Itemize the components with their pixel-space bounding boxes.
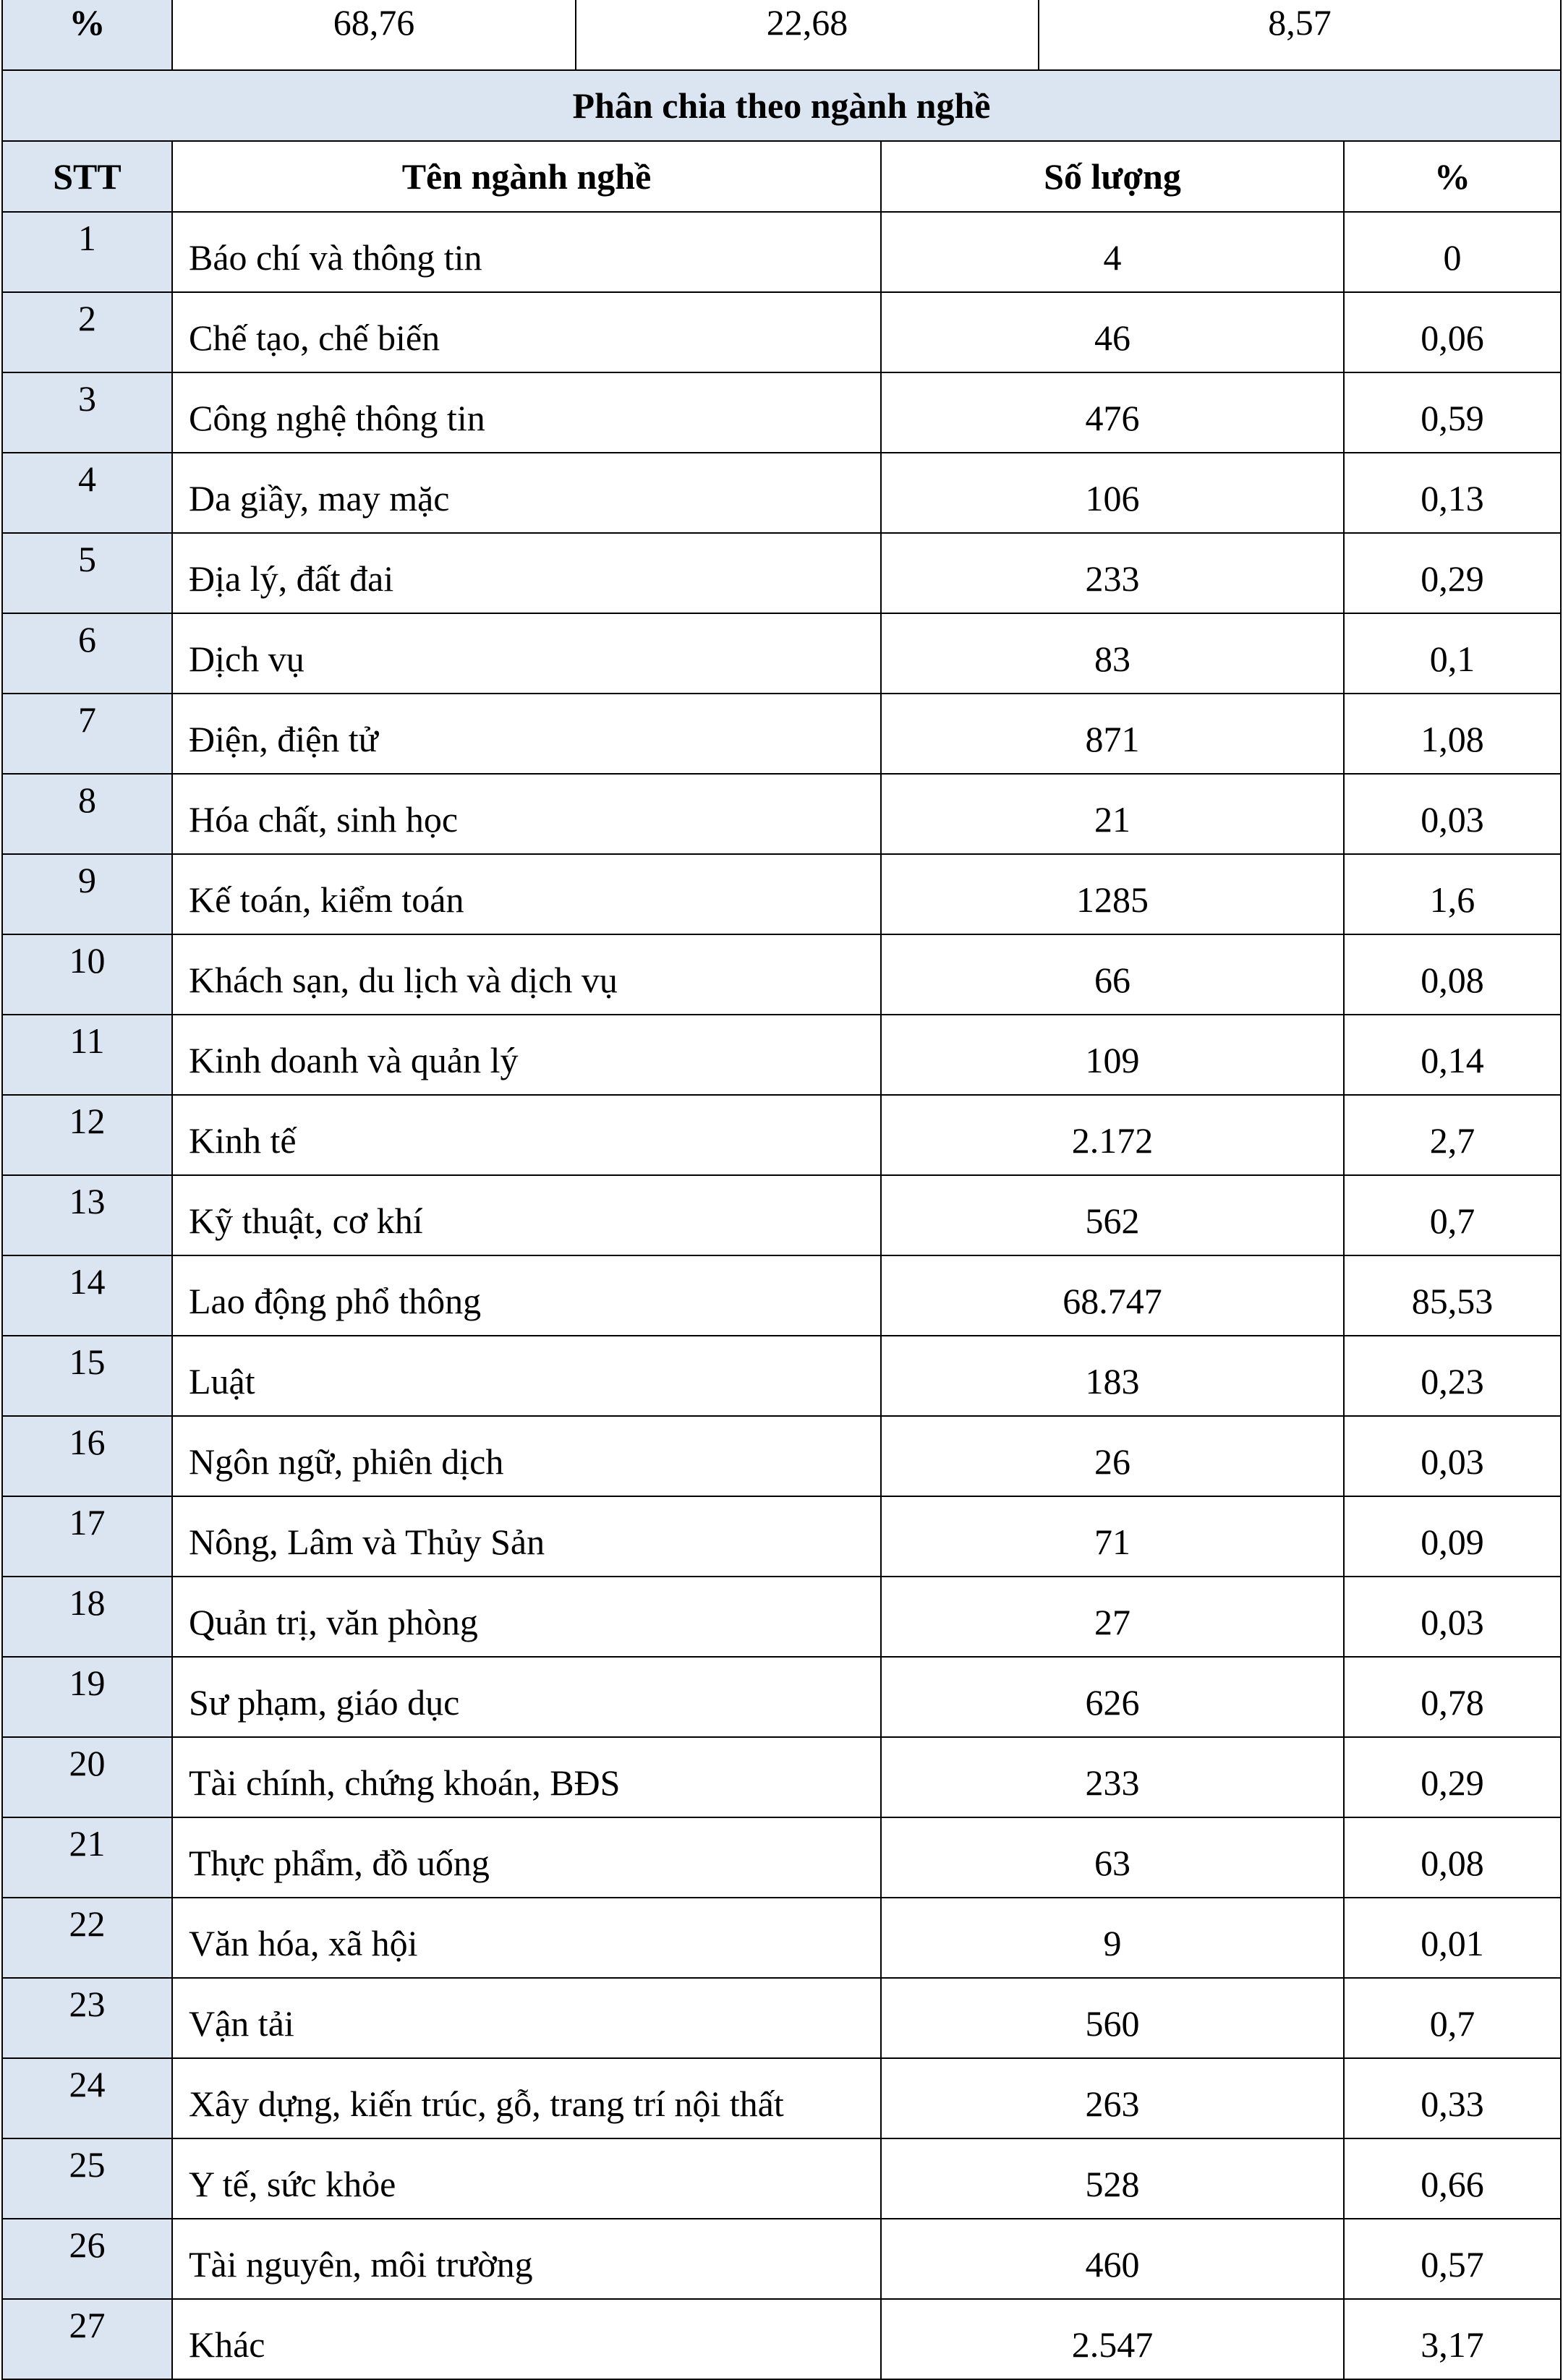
row-occupation-name: Tài chính, chứng khoán, BĐS xyxy=(172,1737,881,1817)
row-percent: 0,59 xyxy=(1344,372,1561,453)
row-stt: 10 xyxy=(2,934,172,1015)
row-occupation-name: Báo chí và thông tin xyxy=(172,212,881,292)
row-count: 106 xyxy=(881,453,1344,533)
row-occupation-name: Ngôn ngữ, phiên dịch xyxy=(172,1416,881,1496)
row-count: 4 xyxy=(881,212,1344,292)
row-count: 9 xyxy=(881,1898,1344,1978)
row-percent: 0,66 xyxy=(1344,2138,1561,2219)
row-count: 66 xyxy=(881,934,1344,1015)
row-stt: 27 xyxy=(2,2299,172,2379)
row-occupation-name: Vận tải xyxy=(172,1978,881,2058)
row-percent: 0,03 xyxy=(1344,1416,1561,1496)
row-stt: 5 xyxy=(2,533,172,613)
table-row xyxy=(2,1817,1561,1898)
table-row xyxy=(2,1255,1561,1336)
row-percent: 0,78 xyxy=(1344,1657,1561,1737)
summary-percent-value: 22,68 xyxy=(576,0,1039,74)
table-row xyxy=(2,1496,1561,1577)
header-stt: STT xyxy=(2,141,172,212)
table-row xyxy=(2,292,1561,372)
row-occupation-name: Khách sạn, du lịch và dịch vụ xyxy=(172,934,881,1015)
row-stt: 1 xyxy=(2,212,172,292)
row-count: 71 xyxy=(881,1496,1344,1577)
row-stt: 17 xyxy=(2,1496,172,1577)
row-stt: 15 xyxy=(2,1336,172,1416)
row-percent: 85,53 xyxy=(1344,1255,1561,1336)
row-stt: 8 xyxy=(2,774,172,854)
row-stt: 3 xyxy=(2,372,172,453)
row-count: 63 xyxy=(881,1817,1344,1898)
row-stt: 4 xyxy=(2,453,172,533)
table-row xyxy=(2,1898,1561,1978)
section-title-row xyxy=(2,70,1561,141)
row-stt: 26 xyxy=(2,2219,172,2299)
row-stt: 13 xyxy=(2,1175,172,1255)
row-occupation-name: Quản trị, văn phòng xyxy=(172,1577,881,1657)
row-occupation-name: Lao động phổ thông xyxy=(172,1255,881,1336)
row-count: 476 xyxy=(881,372,1344,453)
table-row xyxy=(2,372,1561,453)
table-row xyxy=(2,2219,1561,2299)
row-occupation-name: Xây dựng, kiến trúc, gỗ, trang trí nội thất xyxy=(172,2058,881,2138)
row-count: 528 xyxy=(881,2138,1344,2219)
row-count: 109 xyxy=(881,1015,1344,1095)
row-stt: 20 xyxy=(2,1737,172,1817)
row-occupation-name: Sư phạm, giáo dục xyxy=(172,1657,881,1737)
row-percent: 0,7 xyxy=(1344,1978,1561,2058)
row-percent: 0,33 xyxy=(1344,2058,1561,2138)
table-row xyxy=(2,1336,1561,1416)
row-count: 46 xyxy=(881,292,1344,372)
row-stt: 14 xyxy=(2,1255,172,1336)
row-percent: 0,57 xyxy=(1344,2219,1561,2299)
row-occupation-name: Kế toán, kiểm toán xyxy=(172,854,881,934)
row-count: 263 xyxy=(881,2058,1344,2138)
row-percent: 0,03 xyxy=(1344,774,1561,854)
row-stt: 6 xyxy=(2,613,172,694)
row-count: 27 xyxy=(881,1577,1344,1657)
table-row xyxy=(2,2299,1561,2379)
row-count: 560 xyxy=(881,1978,1344,2058)
summary-percent-label: % xyxy=(2,0,172,74)
row-stt: 9 xyxy=(2,854,172,934)
header-percent: % xyxy=(1344,141,1561,212)
row-percent: 3,17 xyxy=(1344,2299,1561,2379)
section-title: Phân chia theo ngành nghề xyxy=(2,70,1561,141)
table-row xyxy=(2,2138,1561,2219)
summary-percent-row xyxy=(2,0,1561,74)
row-occupation-name: Điện, điện tử xyxy=(172,694,881,774)
row-count: 26 xyxy=(881,1416,1344,1496)
row-count: 2.547 xyxy=(881,2299,1344,2379)
row-stt: 12 xyxy=(2,1095,172,1175)
row-count: 183 xyxy=(881,1336,1344,1416)
table-row xyxy=(2,1657,1561,1737)
row-occupation-name: Da giầy, may mặc xyxy=(172,453,881,533)
row-occupation-name: Kinh doanh và quản lý xyxy=(172,1015,881,1095)
row-count: 562 xyxy=(881,1175,1344,1255)
row-occupation-name: Luật xyxy=(172,1336,881,1416)
table-row xyxy=(2,2058,1561,2138)
table-row xyxy=(2,774,1561,854)
table-header-row xyxy=(2,141,1561,212)
row-stt: 25 xyxy=(2,2138,172,2219)
table-row xyxy=(2,453,1561,533)
row-percent: 1,6 xyxy=(1344,854,1561,934)
table-row xyxy=(2,533,1561,613)
table-row xyxy=(2,212,1561,292)
row-occupation-name: Dịch vụ xyxy=(172,613,881,694)
row-percent: 0 xyxy=(1344,212,1561,292)
row-occupation-name: Nông, Lâm và Thủy Sản xyxy=(172,1496,881,1577)
row-stt: 7 xyxy=(2,694,172,774)
table-row xyxy=(2,934,1561,1015)
row-count: 2.172 xyxy=(881,1095,1344,1175)
row-stt: 21 xyxy=(2,1817,172,1898)
row-occupation-name: Hóa chất, sinh học xyxy=(172,774,881,854)
table-row xyxy=(2,1577,1561,1657)
occupation-table xyxy=(1,69,1562,2380)
row-percent: 0,06 xyxy=(1344,292,1561,372)
row-percent: 0,7 xyxy=(1344,1175,1561,1255)
row-count: 21 xyxy=(881,774,1344,854)
table-row xyxy=(2,1095,1561,1175)
row-count: 626 xyxy=(881,1657,1344,1737)
row-stt: 19 xyxy=(2,1657,172,1737)
row-percent: 0,1 xyxy=(1344,613,1561,694)
row-occupation-name: Công nghệ thông tin xyxy=(172,372,881,453)
row-percent: 0,29 xyxy=(1344,1737,1561,1817)
row-percent: 0,09 xyxy=(1344,1496,1561,1577)
row-stt: 11 xyxy=(2,1015,172,1095)
table-row xyxy=(2,1416,1561,1496)
row-percent: 0,23 xyxy=(1344,1336,1561,1416)
header-count: Số lượng xyxy=(881,141,1344,212)
row-count: 460 xyxy=(881,2219,1344,2299)
row-percent: 0,14 xyxy=(1344,1015,1561,1095)
table-row xyxy=(2,613,1561,694)
row-count: 83 xyxy=(881,613,1344,694)
table-row xyxy=(2,1175,1561,1255)
row-stt: 16 xyxy=(2,1416,172,1496)
row-occupation-name: Kinh tế xyxy=(172,1095,881,1175)
row-occupation-name: Khác xyxy=(172,2299,881,2379)
row-stt: 18 xyxy=(2,1577,172,1657)
row-stt: 24 xyxy=(2,2058,172,2138)
row-percent: 0,01 xyxy=(1344,1898,1561,1978)
row-percent: 2,7 xyxy=(1344,1095,1561,1175)
row-count: 233 xyxy=(881,1737,1344,1817)
row-occupation-name: Địa lý, đất đai xyxy=(172,533,881,613)
row-occupation-name: Văn hóa, xã hội xyxy=(172,1898,881,1978)
row-count: 68.747 xyxy=(881,1255,1344,1336)
table-row xyxy=(2,694,1561,774)
row-percent: 0,08 xyxy=(1344,934,1561,1015)
row-occupation-name: Chế tạo, chế biến xyxy=(172,292,881,372)
table-row xyxy=(2,1737,1561,1817)
summary-percent-table xyxy=(1,0,1562,75)
row-occupation-name: Tài nguyên, môi trường xyxy=(172,2219,881,2299)
row-count: 233 xyxy=(881,533,1344,613)
row-occupation-name: Y tế, sức khỏe xyxy=(172,2138,881,2219)
row-stt: 2 xyxy=(2,292,172,372)
header-occupation-name: Tên ngành nghề xyxy=(172,141,881,212)
row-stt: 23 xyxy=(2,1978,172,2058)
row-occupation-name: Kỹ thuật, cơ khí xyxy=(172,1175,881,1255)
row-percent: 0,13 xyxy=(1344,453,1561,533)
table-row xyxy=(2,1978,1561,2058)
row-percent: 0,29 xyxy=(1344,533,1561,613)
table-row xyxy=(2,1015,1561,1095)
row-percent: 1,08 xyxy=(1344,694,1561,774)
row-percent: 0,03 xyxy=(1344,1577,1561,1657)
row-count: 1285 xyxy=(881,854,1344,934)
summary-percent-value: 68,76 xyxy=(172,0,576,74)
row-occupation-name: Thực phẩm, đồ uống xyxy=(172,1817,881,1898)
row-percent: 0,08 xyxy=(1344,1817,1561,1898)
table-body xyxy=(2,212,1561,2379)
row-stt: 22 xyxy=(2,1898,172,1978)
row-count: 871 xyxy=(881,694,1344,774)
table-row xyxy=(2,854,1561,934)
summary-percent-value: 8,57 xyxy=(1039,0,1561,74)
